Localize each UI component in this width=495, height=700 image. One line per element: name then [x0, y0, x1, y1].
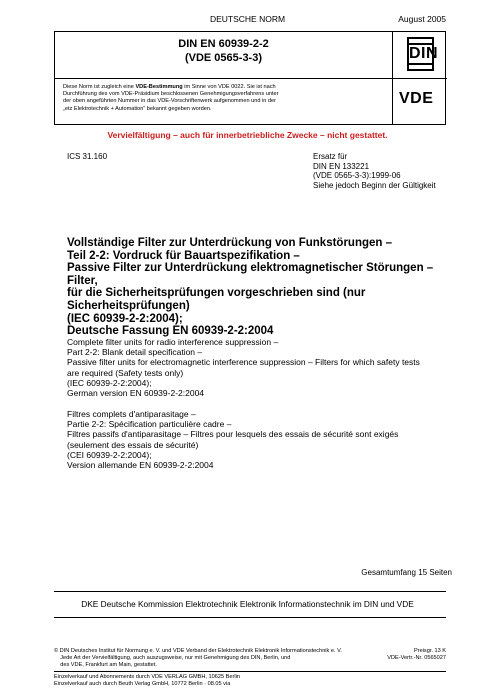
title-line: German version EN 60939-2-2:2004 — [67, 388, 205, 399]
order-number: VDE-Vertr.-Nr. 0565027 — [387, 655, 446, 661]
copyright-notice — [54, 648, 394, 669]
replacement-line: Siehe jedoch Beginn der Gültigkeit — [313, 180, 436, 190]
replacement-line: DIN EN 133221 — [313, 161, 370, 171]
copyright-line: des VDE, Frankfurt am Main, gestattet. — [54, 662, 157, 668]
din-logo: DIN — [407, 37, 434, 71]
title-line: Complete filter units for radio interference suppression – — [67, 337, 279, 347]
header-date: August 2005 — [398, 14, 446, 24]
notice-line: „etz Elektrotechnik + Automation“ bekannt gegeben worden. — [63, 105, 212, 112]
price-info — [380, 648, 446, 662]
price-group: Preisgr. 13 K — [413, 648, 446, 654]
divider-rule — [54, 671, 446, 672]
title-line: Part 2-2: Blank detail specification – — [67, 347, 203, 358]
ics-code: ICS 31.160 — [67, 152, 108, 161]
notice-line: Diese Norm ist zugleich eine VDE-Bestimmung im Sinne von VDE 0022. Sie ist nach — [63, 84, 276, 90]
title-line: Deutsche Fassung EN 60939-2-2:2004 — [67, 325, 274, 338]
copyright-line: © DIN Deutsches Institut für Normung e. V. und VDE Verband der Elektrotechnik Elektronik Informationstechnik e. V. — [54, 648, 342, 654]
header-title: DEUTSCHE NORM — [209, 14, 286, 24]
standard-number: DIN EN 60939-2-2 — [178, 38, 269, 50]
title-german — [67, 237, 437, 338]
sales-info — [54, 674, 446, 688]
notice-line: der oben angeführten Nummer in das VDE-Vorschriftenwerk aufgenommen und in der — [63, 98, 276, 105]
title-line: Filtres complets d'antiparasitage – — [67, 409, 196, 419]
title-line: Passive Filter zur Unterdrückung elektromagnetischer Störungen – Filter, — [67, 262, 434, 287]
replacement-line: Ersatz für — [313, 152, 348, 161]
title-line: (seulement des essais de sécurité) — [67, 439, 199, 450]
title-line: Sicherheitsprüfungen) — [67, 299, 190, 312]
title-line: Teil 2-2: Vordruck für Bauartspezifikation – — [67, 249, 300, 262]
title-line: für die Sicherheitsprüfungen vorgeschrieben sind (nur — [67, 287, 366, 300]
reproduction-notice: Vervielfältigung – auch für innerbetriebliche Zwecke – nicht gestattet. — [107, 130, 388, 140]
title-english — [67, 337, 437, 398]
vde-notice — [63, 84, 385, 113]
title-line: Passive filter units for electromagnetic interference suppression – Filters for which safety tests — [67, 357, 420, 368]
replacement-line: (VDE 0565-3-3):1999-06 — [313, 171, 401, 180]
title-line: (CEI 60939-2-2:2004); — [67, 449, 152, 460]
standard-box — [54, 31, 446, 125]
total-pages: Gesamtumfang 15 Seiten — [361, 568, 452, 577]
title-line: Vollständige Filter zur Unterdrückung von Funkstörungen – — [67, 237, 393, 249]
copyright-line: Jede Art der Vervielfältigung, auch auszugsweise, nur mit Genehmigung des DIN, Berlin, und — [54, 655, 291, 661]
title-line: Filtres passifs d'antiparasitage – Filtres pour lesquels des essais de sécurité sont exigés — [67, 429, 399, 440]
title-french — [67, 409, 437, 470]
title-line: Version allemande EN 60939-2-2:2004 — [67, 460, 214, 471]
divider-rule — [54, 591, 446, 592]
vde-logo: VDE — [399, 90, 434, 107]
vde-number: (VDE 0565-3-3) — [184, 52, 263, 64]
notice-line: Durchführung des vom VDE-Präsidium beschlossenen Genehmigungsverfahrens unter — [63, 91, 279, 98]
sales-line: Einzelverkauf auch durch Beuth Verlag GmbH, 10772 Berlin · 08.05 via — [54, 681, 231, 687]
title-line: (IEC 60939-2-2:2004); — [67, 312, 183, 325]
title-line: (IEC 60939-2-2:2004); — [67, 377, 152, 388]
title-line: Partie 2-2: Spécification particulière cadre – — [67, 419, 232, 430]
divider-rule — [54, 617, 446, 618]
title-line: are required (Safety tests only) — [67, 367, 184, 378]
dke-line: DKE Deutsche Kommission Elektrotechnik Elektronik Informationstechnik im DIN und VDE — [81, 599, 414, 609]
replacement-info — [313, 152, 463, 190]
box-divider-horizontal — [55, 78, 447, 79]
sales-line: Einzelverkauf und Abonnements durch VDE VERLAG GMBH, 10625 Berlin — [54, 674, 240, 680]
